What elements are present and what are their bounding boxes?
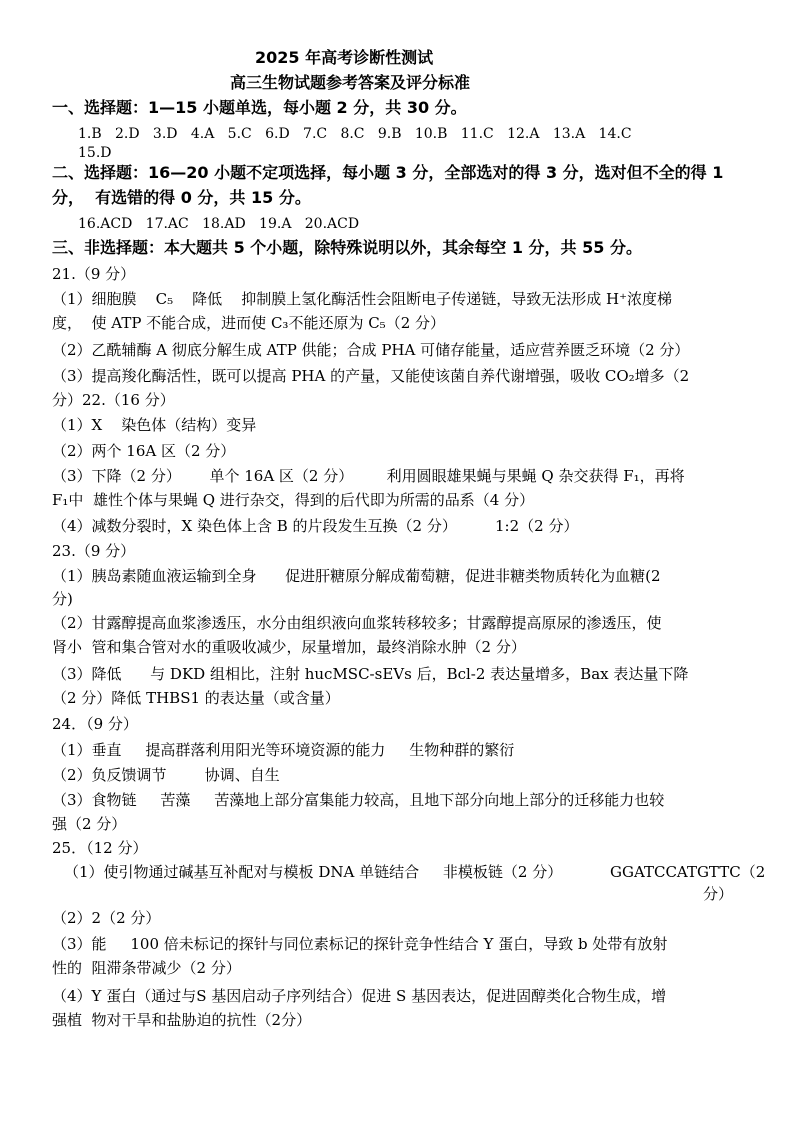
q24-part3-line1: （3）食物链 苦藻 苦藻地上部分富集能力较高，且地下部分向地上部分的迁移能力也较: [52, 791, 665, 809]
q22-part1: （1）X 染色体（结构）变异: [52, 416, 257, 434]
q21-part2: （2）乙酰辅酶 A 彻底分解生成 ATP 供能；合成 PHA 可储存能量，适应营养匮乏环境（2 分）: [52, 341, 690, 359]
q25-header: 25．（12 分）: [52, 839, 148, 857]
section1-answers-line2: 15.D: [78, 145, 112, 161]
q24-part1: （1）垂直 提高群落利用阳光等环境资源的能力 生物种群的繁衍: [52, 741, 515, 759]
q23-part1-line1: （1）胰岛素随血液运输到全身 促进肝糖原分解成葡萄糖，促进非糖类物质转化为血糖(2: [52, 567, 661, 585]
q25-part1-answer-sequence: GGATCCATGTTC（2: [610, 863, 766, 881]
q22-part4: （4）减数分裂时，X 染色体上含 B 的片段发生互换（2 分） 1:2（2 分）: [52, 517, 579, 535]
page-title: 2025 年高考诊断性测试: [255, 48, 434, 67]
section2-heading-line2: 分， 有选错的得 0 分，共 15 分。: [52, 188, 311, 207]
q24-header: 24．（9 分）: [52, 715, 138, 733]
q21-header: 21.（9 分）: [52, 265, 136, 283]
section3-heading: 三、非选择题：本大题共 5 个小题，除特殊说明以外，其余每空 1 分，共 55 分。: [52, 238, 642, 257]
q22-part3-line1: （3）下降（2 分） 单个 16A 区（2 分） 利用圆眼雄果蝇与果蝇 Q 杂交获得 F₁，再将: [52, 467, 685, 485]
q25-part4-line2: 强植 物对干旱和盐胁迫的抗性（2分）: [52, 1011, 312, 1029]
q22-part3-line2: F₁中 雄性个体与果蝇 Q 进行杂交，得到的后代即为所需的品系（4 分）: [52, 491, 535, 509]
q23-part3-line2: （2 分）降低 THBS1 的表达量（或含量）: [52, 689, 340, 707]
q25-part1-line1: （1）使引物通过碱基互补配对与模板 DNA 单链结合 非模板链（2 分）: [64, 863, 563, 881]
q25-part2: （2）2（2 分）: [52, 909, 161, 927]
q21-part3-line2: 分）22.（16 分）: [52, 391, 175, 409]
q25-part3-line1: （3）能 100 倍未标记的探针与同位素标记的探针竞争性结合 Y 蛋白，导致 b 处带有放射: [52, 935, 668, 953]
q21-part1-line1: （1）细胞膜 C₅ 降低 抑制膜上氢化酶活性会阻断电子传递链，导致无法形成 H⁺浓度梯: [52, 290, 673, 308]
q23-part2-line1: （2）甘露醇提高血浆渗透压，水分由组织液向血浆转移较多；甘露醇提高原尿的渗透压，使: [52, 614, 662, 632]
q25-part1-line2: 分）: [703, 885, 734, 903]
q25-part3-line2: 性的 阻滞条带减少（2 分）: [52, 959, 241, 977]
q22-part2: （2）两个 16A 区（2 分）: [52, 442, 236, 460]
section2-answers: 16.ACD 17.AC 18.AD 19.A 20.ACD: [78, 216, 360, 232]
q24-part3-line2: 强（2 分）: [52, 815, 127, 833]
q24-part2: （2）负反馈调节 协调、自生: [52, 766, 280, 784]
q23-part2-line2: 肾小 管和集合管对水的重吸收减少，尿量增加，最终消除水肿（2 分）: [52, 638, 526, 656]
page-subtitle: 高三生物试题参考答案及评分标准: [230, 73, 471, 92]
q21-part3-line1: （3）提高羧化酶活性，既可以提高 PHA 的产量，又能使该菌自养代谢增强，吸收 CO₂增多（2: [52, 367, 690, 385]
section1-answers-line1: 1.B 2.D 3.D 4.A 5.C 6.D 7.C 8.C 9.B 10.B 11.C 12.A 13.A 14.C: [78, 126, 632, 142]
q23-header: 23.（9 分）: [52, 542, 136, 560]
q23-part1-line2: 分): [52, 590, 73, 608]
section1-heading: 一、选择题：1—15 小题单选，每小题 2 分，共 30 分。: [52, 98, 467, 117]
section2-heading-line1: 二、选择题：16—20 小题不定项选择，每小题 3 分，全部选对的得 3 分，选对但不全的得 1: [52, 163, 724, 182]
q21-part1-line2: 度， 使 ATP 不能合成，进而使 C₃不能还原为 C₅（2 分）: [52, 314, 446, 332]
q25-part4-line1: （4）Y 蛋白（通过与S 基因启动子序列结合）促进 S 基因表达，促进固醇类化合物生成，增: [52, 987, 667, 1005]
q23-part3-line1: （3）降低 与 DKD 组相比，注射 hucMSC-sEVs 后，Bcl-2 表达量增多，Bax 表达量下降: [52, 665, 689, 683]
